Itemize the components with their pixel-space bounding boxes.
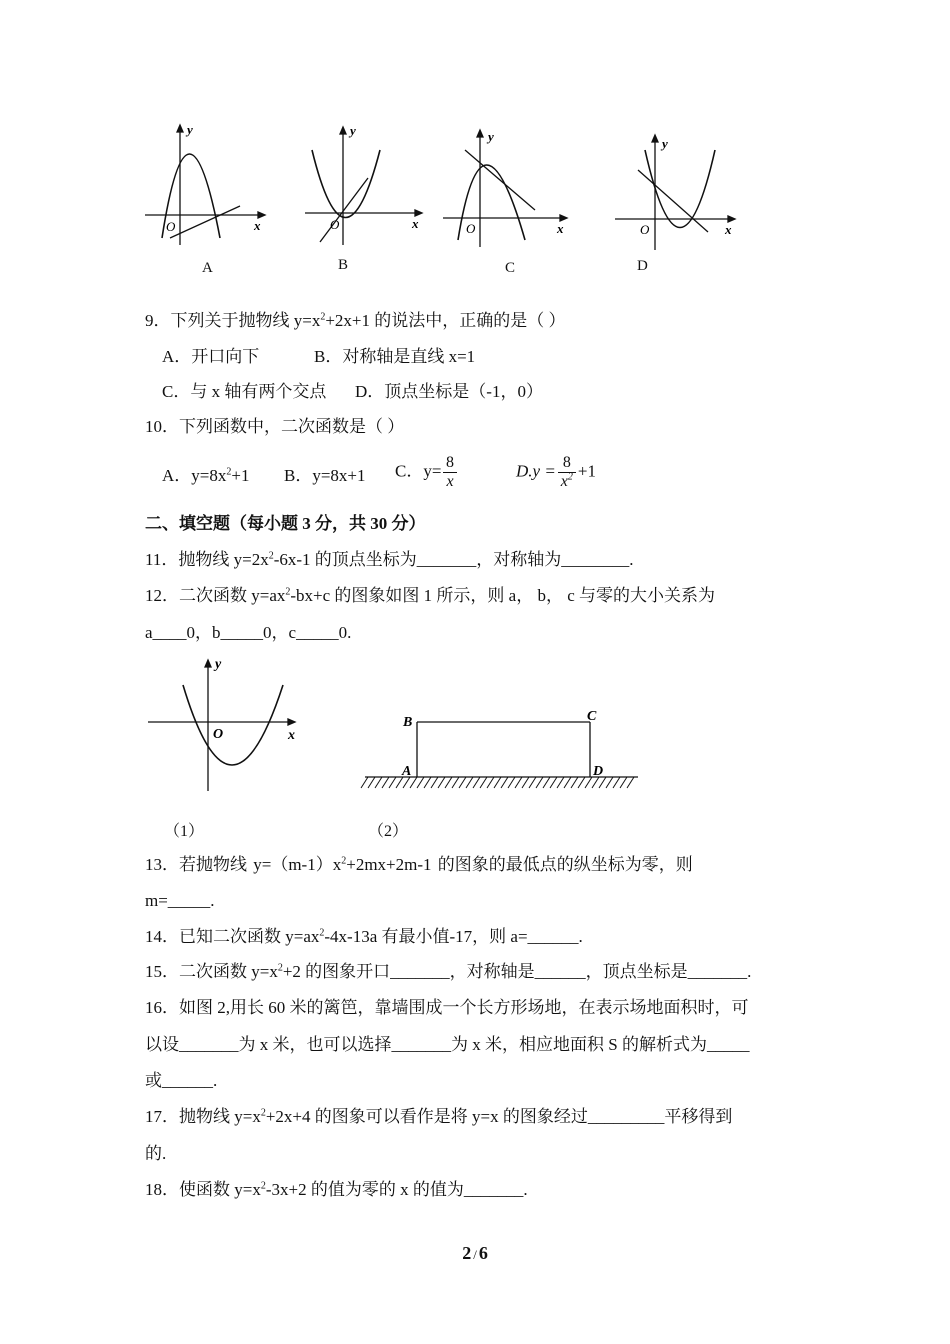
q16-line3: 或______. — [145, 1071, 218, 1090]
svg-text:y: y — [662, 136, 668, 151]
graph-b — [300, 120, 430, 250]
graph-b-label: B — [338, 257, 349, 273]
q9-stem: 9．下列关于抛物线 $y=x^2+2x+1$ 的说法中，正确的是（ ） — [145, 311, 566, 330]
q15: 15．二次函数 $y=x^2+2$ 的图象开口_______，对称轴是______，顶点坐标是_______. — [145, 962, 752, 981]
q11: 11．抛物线 $y=2x^2-6x-1$ 的顶点坐标为_______，对称轴为________. — [145, 550, 634, 569]
svg-text:A: A — [402, 764, 412, 779]
svg-text:C: C — [587, 709, 597, 724]
figure-1 — [145, 655, 310, 795]
graph-a — [140, 120, 270, 250]
svg-text:D: D — [593, 764, 604, 779]
graph-d — [610, 130, 740, 260]
graph-c — [440, 125, 575, 255]
q10-stem: 10．下列函数中，二次函数是（ ） — [145, 417, 405, 436]
svg-text:O: O — [330, 217, 340, 232]
page-number: 2 / 6 — [462, 1243, 488, 1263]
svg-text:y: y — [215, 657, 222, 672]
q13-line2: m=_____. — [145, 891, 215, 910]
graph-a-label: A — [202, 260, 213, 276]
figure-1-caption: （1） — [164, 823, 205, 840]
section-fill-blank-heading: 二、填空题（每小题 3 分，共 30 分） — [145, 514, 426, 533]
svg-text:B: B — [403, 715, 413, 730]
q10-option-b: B．y=8x+1 — [284, 466, 366, 485]
q13-line1: 13．若抛物线 $y=(m-1)x^2+2mx+2m-1$ 的图象的最低点的纵坐标为零，则 — [145, 855, 693, 874]
svg-text:y: y — [350, 123, 356, 138]
figure-2-caption: （2） — [368, 823, 409, 840]
q17-line1: 17．抛物线 $y=x^2+2x+4$ 的图象可以看作是将 y=x 的图象经过_________平移得到 — [145, 1107, 733, 1126]
q9-option-d: D．顶点坐标是（-1，0） — [355, 382, 543, 401]
graph-d-label: D — [637, 258, 648, 274]
figure-2 — [360, 700, 645, 800]
q9-option-a: A．开口向下 — [162, 347, 260, 366]
graph-c-label: C — [505, 260, 516, 276]
q12-line2: a____0，b_____0，c_____0. — [145, 623, 352, 642]
q16-line1: 16．如图 2,用长 60 米的篱笆，靠墙围成一个长方形场地，在表示场地面积时，可 — [145, 998, 749, 1017]
q12-line1: 12．二次函数 $y=ax^2-bx+c$ 的图象如图 1 所示，则 a， b， c 与零的大小关系为 — [145, 586, 716, 605]
q10-option-c: C．y= $\frac{8}{x}$ — [395, 454, 459, 491]
svg-text:x: x — [725, 222, 732, 237]
svg-text:x: x — [288, 728, 295, 743]
q18: 18．使函数 $y=x^2-3x+2$ 的值为零的 x 的值为_______. — [145, 1180, 528, 1199]
svg-text:O: O — [466, 221, 476, 236]
graph-a-x-label: x — [254, 218, 261, 233]
q9-option-c: C．与 x 轴有两个交点 — [162, 382, 327, 401]
graph-a-y-label: y — [187, 122, 193, 137]
q9-option-b: B．对称轴是直线 x=1 — [314, 347, 476, 366]
q10-option-d: D.y = $\frac{8}{x^2}$ +1 — [516, 454, 596, 490]
q17-line2: 的. — [145, 1144, 167, 1163]
graph-a-origin: O — [166, 219, 176, 234]
svg-text:y: y — [488, 129, 494, 144]
svg-text:x: x — [412, 216, 419, 231]
svg-text:O: O — [213, 727, 224, 742]
svg-text:O: O — [640, 222, 650, 237]
q10-option-a: A．$y=8x^2+1$ — [162, 466, 250, 485]
q16-line2: 以设_______为 x 米，也可以选择_______为 x 米，相应地面积 S 的解析式为_____ — [145, 1035, 750, 1054]
q14: 14．已知二次函数 $y=ax^2-4x-13a$ 有最小值-17，则 a=______. — [145, 927, 583, 946]
svg-text:x: x — [557, 221, 564, 236]
